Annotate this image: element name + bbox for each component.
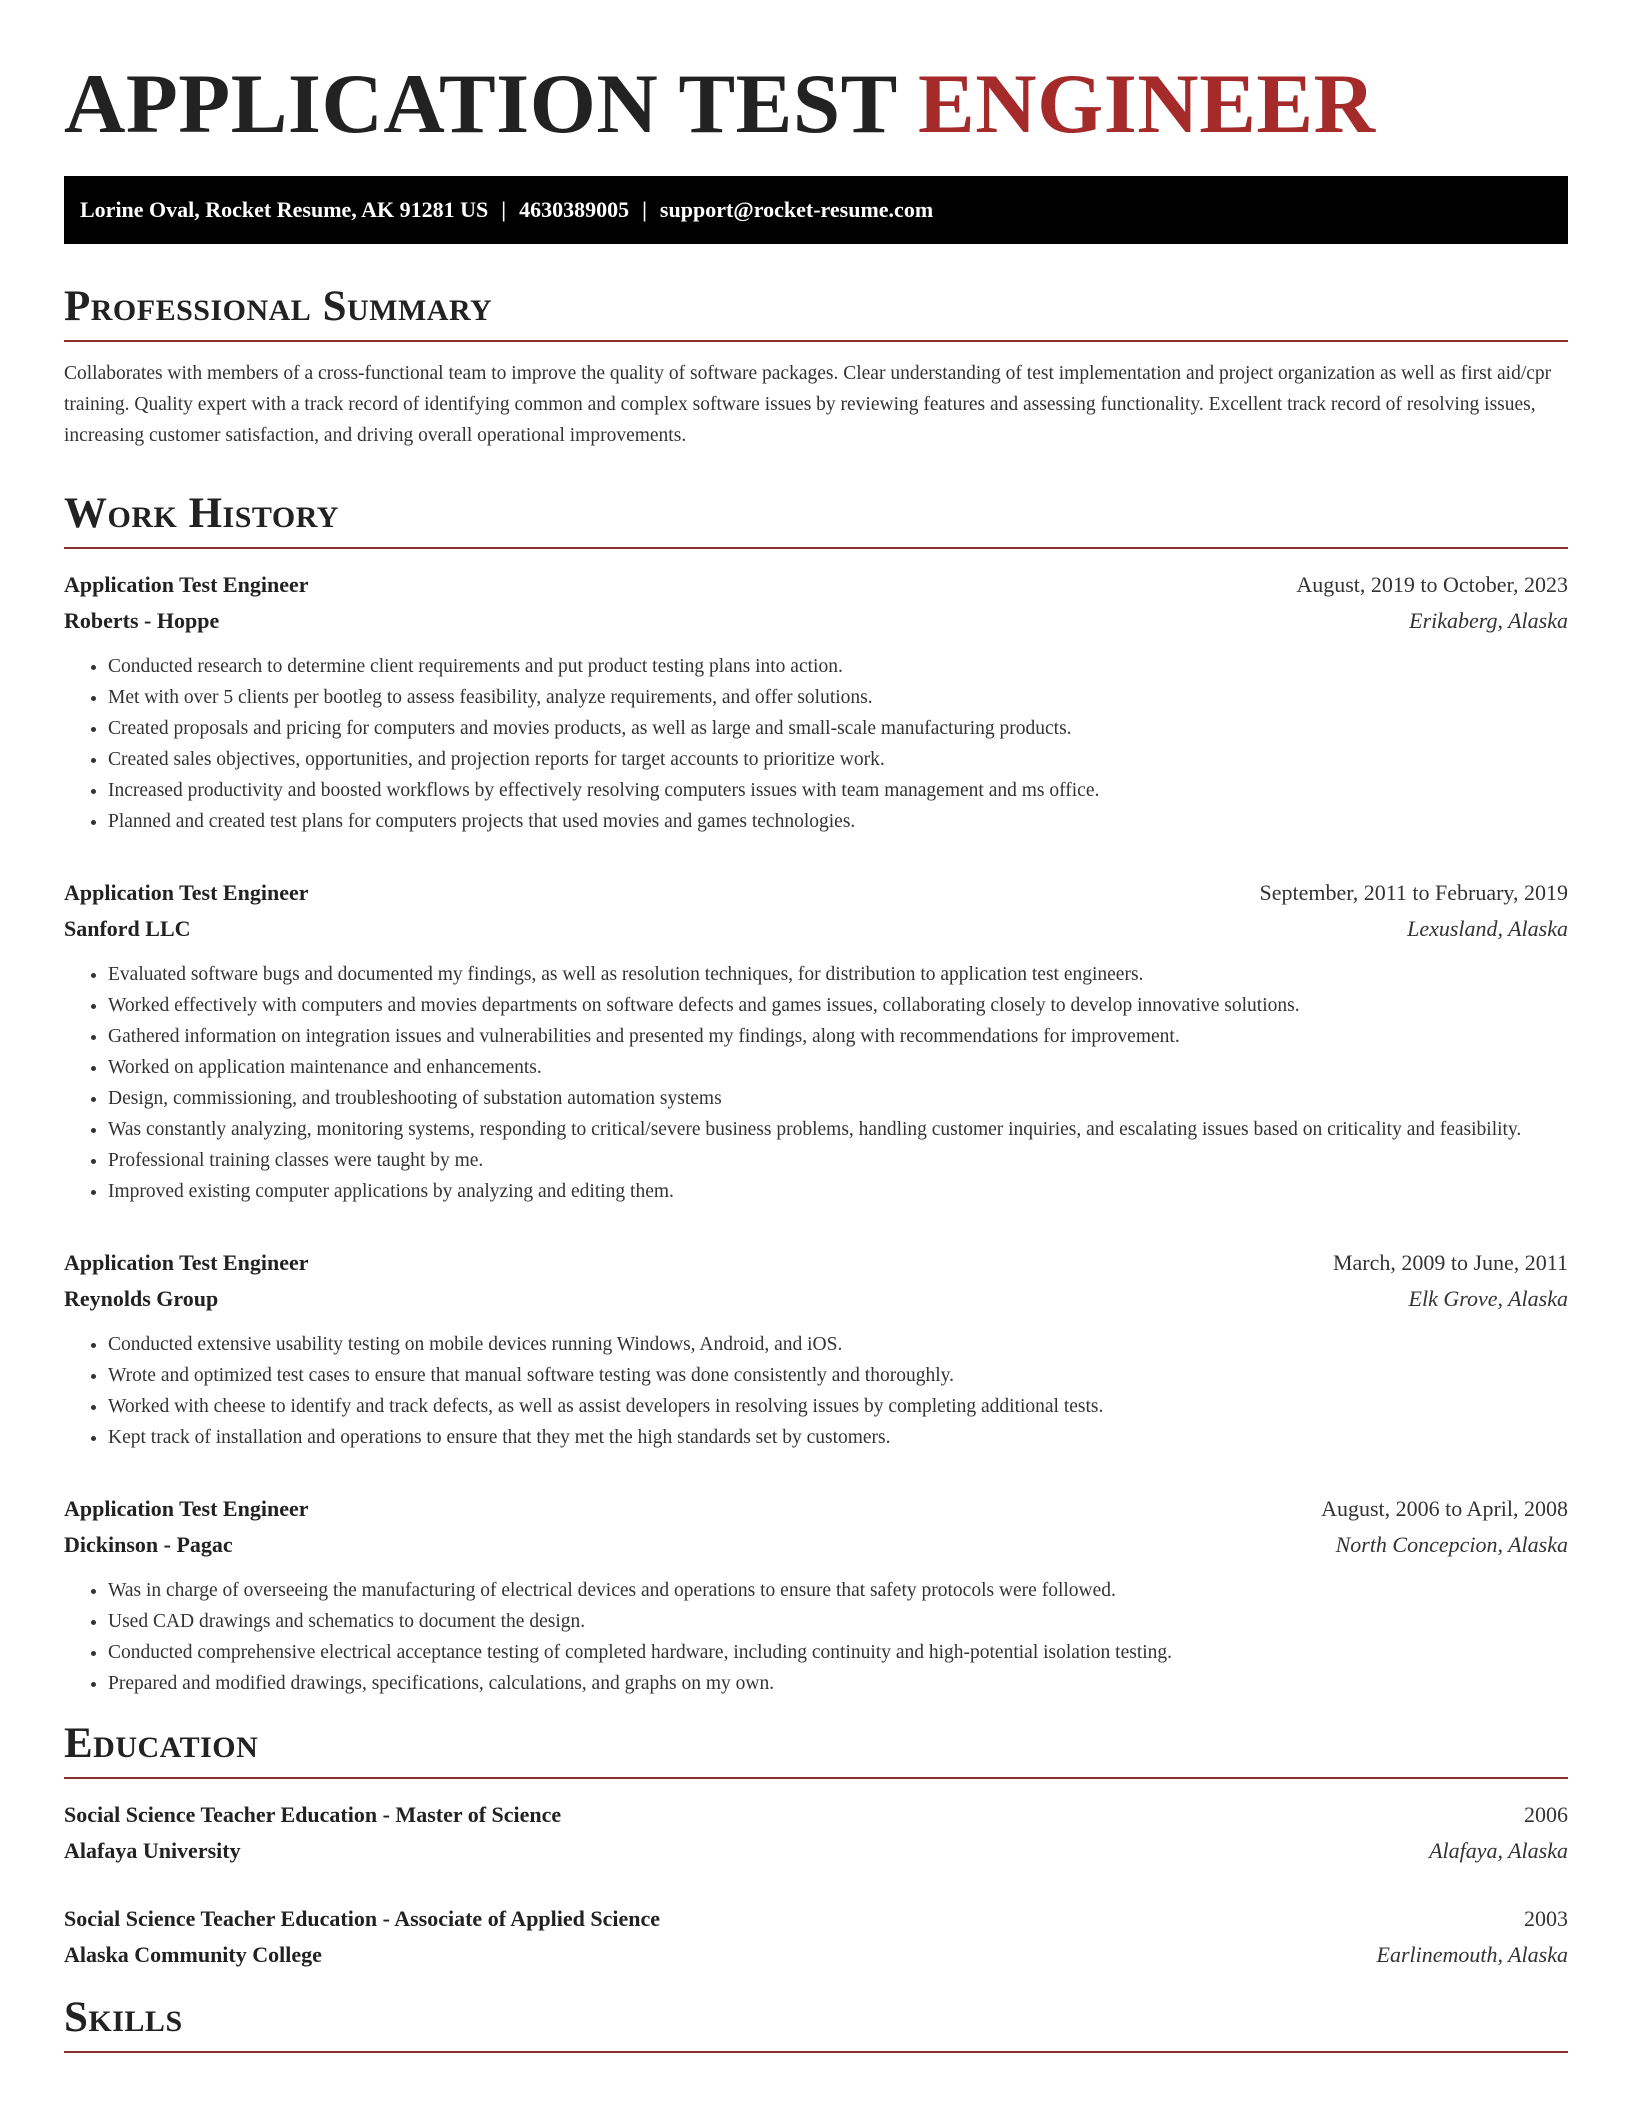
education-location: Alafaya, Alaska xyxy=(1429,1838,1568,1863)
job-title: Application Test Engineer xyxy=(64,572,309,597)
job-dates: August, 2006 to April, 2008 xyxy=(1321,1496,1568,1521)
job-bullet: • Was in charge of overseeing the manufacturing of electrical devices and operations to ensure that safety protocols were followed. xyxy=(108,1575,1568,1606)
job-bullet: • Gathered information on integration issues and vulnerabilities and presented my findings, along with recommendations for improvement. xyxy=(108,1021,1568,1052)
summary-heading: Professional Summary xyxy=(64,282,1568,342)
education-degree: Social Science Teacher Education - Associate of Applied Science xyxy=(64,1906,661,1931)
job-bullet: • Evaluated software bugs and documented my findings, as well as resolution techniques, for distribution to application test engineers. xyxy=(108,959,1568,990)
work-history-heading: Work History xyxy=(64,489,1568,549)
job-bullet: • Worked on application maintenance and enhancements. xyxy=(108,1052,1568,1083)
education-school: Alaska Community College xyxy=(64,1942,322,1967)
education-school-row xyxy=(64,1833,1568,1869)
job-bullet: • Created proposals and pricing for computers and movies products, as well as large and small-scale manufacturing products. xyxy=(108,713,1568,744)
job-company: Roberts - Hoppe xyxy=(64,608,220,633)
job-bullet: • Kept track of installation and operations to ensure that they met the high standards set by customers. xyxy=(108,1422,1568,1453)
job-company: Sanford LLC xyxy=(64,916,191,941)
job-company-row xyxy=(64,1281,1568,1317)
job-location: North Concepcion, Alaska xyxy=(1335,1532,1568,1557)
job-bullet: • Improved existing computer applications by analyzing and editing them. xyxy=(108,1176,1568,1207)
education-entry xyxy=(64,1797,1568,1869)
education-heading: Education xyxy=(64,1719,1568,1779)
job-bullet: • Planned and created test plans for computers projects that used movies and games technologies. xyxy=(108,806,1568,837)
education-degree-row xyxy=(64,1797,1568,1833)
job-header-row xyxy=(64,875,1568,911)
job-bullets xyxy=(64,651,1568,837)
job-bullet: • Conducted comprehensive electrical acceptance testing of completed hardware, including continuity and high-potential isolation testing. xyxy=(108,1637,1568,1668)
job-bullet: • Professional training classes were taught by me. xyxy=(108,1145,1568,1176)
job-entry xyxy=(64,875,1568,1207)
resume-content xyxy=(64,54,1568,2053)
summary-section xyxy=(64,282,1568,451)
job-bullets xyxy=(64,1329,1568,1453)
job-bullet: • Conducted extensive usability testing on mobile devices running Windows, Android, and iOS. xyxy=(108,1329,1568,1360)
job-entry xyxy=(64,1491,1568,1699)
job-title: Application Test Engineer xyxy=(64,1250,309,1275)
contact-separator: | xyxy=(642,197,647,222)
job-bullet: • Created sales objectives, opportunities, and projection reports for target accounts to prioritize work. xyxy=(108,744,1568,775)
title-main: APPLICATION TEST xyxy=(64,57,897,151)
job-bullet: • Wrote and optimized test cases to ensure that manual software testing was done consistently and thoroughly. xyxy=(108,1360,1568,1391)
job-title: Application Test Engineer xyxy=(64,880,309,905)
education-degree-row xyxy=(64,1901,1568,1937)
job-header-row xyxy=(64,1245,1568,1281)
skills-heading: Skills xyxy=(64,1993,1568,2053)
education-section xyxy=(64,1719,1568,1973)
job-bullet: • Increased productivity and boosted workflows by effectively resolving computers issues with team management and ms office. xyxy=(108,775,1568,806)
job-company-row xyxy=(64,603,1568,639)
education-year: 2003 xyxy=(1524,1906,1568,1931)
job-header-row xyxy=(64,1491,1568,1527)
job-bullets xyxy=(64,959,1568,1207)
job-bullet: • Design, commissioning, and troubleshooting of substation automation systems xyxy=(108,1083,1568,1114)
job-dates: August, 2019 to October, 2023 xyxy=(1296,572,1568,597)
contact-bar xyxy=(64,176,1568,244)
job-entry xyxy=(64,1245,1568,1453)
job-header-row xyxy=(64,567,1568,603)
contact-separator: | xyxy=(501,197,507,222)
job-bullets xyxy=(64,1575,1568,1699)
job-location: Elk Grove, Alaska xyxy=(1408,1286,1568,1311)
job-company: Reynolds Group xyxy=(64,1286,219,1311)
education-location: Earlinemouth, Alaska xyxy=(1376,1942,1568,1967)
education-school-row xyxy=(64,1937,1568,1973)
education-year: 2006 xyxy=(1524,1802,1568,1827)
job-bullet: • Used CAD drawings and schematics to document the design. xyxy=(108,1606,1568,1637)
contact-address: Lorine Oval, Rocket Resume, AK 91281 US xyxy=(80,197,489,222)
job-entry xyxy=(64,567,1568,837)
summary-text: Collaborates with members of a cross-functional team to improve the quality of software packages. Clear understanding of test implementation and project organization as well as first aid/cpr training. Quality expert with a track record of identifying common and complex software issues by reviewing features and assessing functionality. Excellent track record of resolving issues, increasing customer satisfaction, and driving overall operational improvements. xyxy=(64,363,1552,446)
job-dates: September, 2011 to February, 2019 xyxy=(1259,880,1568,905)
title-accent: ENGINEER xyxy=(918,57,1376,151)
contact-phone: 4630389005 xyxy=(519,197,630,222)
skills-section xyxy=(64,1993,1568,2053)
job-title: Application Test Engineer xyxy=(64,1496,309,1521)
education-entry xyxy=(64,1901,1568,1973)
job-dates: March, 2009 to June, 2011 xyxy=(1332,1250,1568,1275)
job-company: Dickinson - Pagac xyxy=(64,1532,233,1557)
job-company-row xyxy=(64,911,1568,947)
job-bullet: • Conducted research to determine client requirements and put product testing plans into action. xyxy=(108,651,1568,682)
job-bullet: • Worked with cheese to identify and track defects, as well as assist developers in resolving issues by completing additional tests. xyxy=(108,1391,1568,1422)
job-location: Lexusland, Alaska xyxy=(1407,916,1568,941)
education-degree: Social Science Teacher Education - Master of Science xyxy=(64,1802,562,1827)
resume-title xyxy=(64,54,1568,154)
job-bullet: • Prepared and modified drawings, specifications, calculations, and graphs on my own. xyxy=(108,1668,1568,1699)
job-location: Erikaberg, Alaska xyxy=(1409,608,1568,633)
job-bullet: • Worked effectively with computers and movies departments on software defects and games issues, collaborating closely to develop innovative solutions. xyxy=(108,990,1568,1021)
job-company-row xyxy=(64,1527,1568,1563)
work-history-section xyxy=(64,489,1568,1699)
contact-email[interactable]: support@rocket-resume.com xyxy=(659,197,934,222)
education-school: Alafaya University xyxy=(64,1838,241,1863)
job-bullet: • Met with over 5 clients per bootleg to assess feasibility, analyze requirements, and offer solutions. xyxy=(108,682,1568,713)
job-bullet: • Was constantly analyzing, monitoring systems, responding to critical/severe business problems, handling customer inquiries, and escalating issues based on criticality and feasibility. xyxy=(108,1114,1568,1145)
